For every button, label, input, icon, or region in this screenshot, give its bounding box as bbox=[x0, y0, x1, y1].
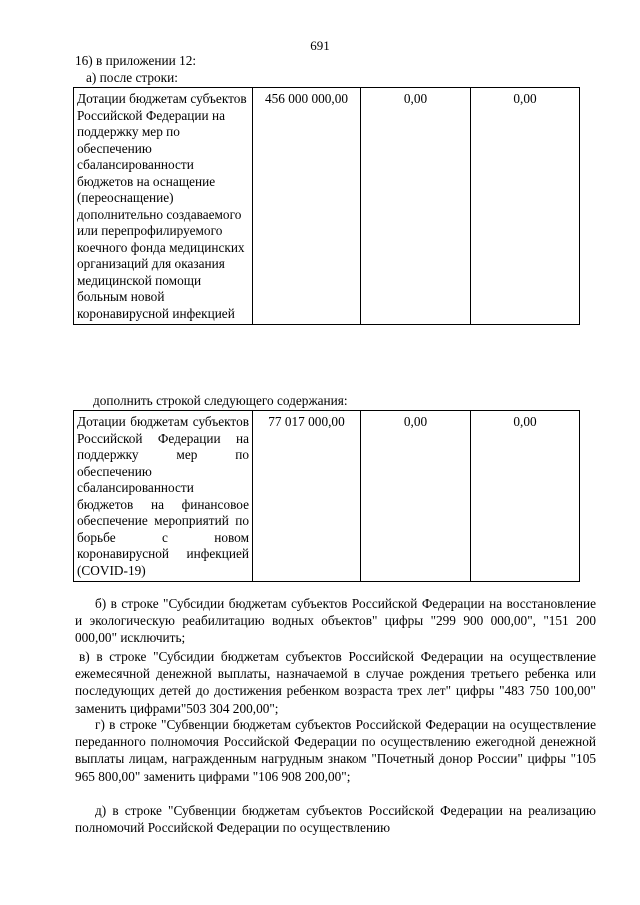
paragraph-b: б) в строке "Субсидии бюджетам субъектов Российской Федерации на восстановление и экологическую реабилитацию водных объектов" цифры "299 900 000,00", "151 200 000,00" исключить; bbox=[75, 596, 596, 646]
value-cell-1: 77 017 000,00 bbox=[253, 411, 361, 582]
table-new-row bbox=[73, 410, 580, 582]
table-row bbox=[74, 88, 580, 325]
row-name-cell bbox=[74, 411, 253, 582]
paragraph-v: в) в строке "Субсидии бюджетам субъектов Российской Федерации на осуществление ежемесячной денежной выплаты, назначаемой в случае рождения третьего ребенка или последующих детей до достижения ребенком возраста трех лет" цифры "483 750 100,00" заменить цифрами"503 304 200,00"; bbox=[75, 649, 596, 716]
table-old-row bbox=[73, 87, 580, 325]
paragraph-g: г) в строке "Субвенции бюджетам субъектов Российской Федерации на осуществление переданного полномочия Российской Федерации по осуществлению ежегодной денежной выплаты лицам, награжденным нагрудным знаком "Почетный донор России" цифры "105 965 800,00" заменить цифрами "106 908 200,00"; bbox=[75, 717, 596, 784]
add-line: дополнить строкой следующего содержания: bbox=[93, 393, 348, 408]
value-cell-3: 0,00 bbox=[471, 88, 580, 325]
value-cell-2: 0,00 bbox=[361, 411, 471, 582]
row-name-cell bbox=[74, 88, 253, 325]
sub-a-line: а) после строки: bbox=[86, 70, 178, 85]
value-cell-2: 0,00 bbox=[361, 88, 471, 325]
table-row bbox=[74, 411, 580, 582]
paragraph-d: д) в строке "Субвенции бюджетам субъектов Российской Федерации на реализацию полномочий Российской Федерации по осуществлению bbox=[75, 803, 596, 836]
value-cell-3: 0,00 bbox=[471, 411, 580, 582]
value-cell-1: 456 000 000,00 bbox=[253, 88, 361, 325]
page-number: 691 bbox=[310, 38, 330, 53]
row-name: Дотации бюджетам субъектов Российской Федерации на поддержку мер по обеспечению сбалансированности бюджетов на оснащение (переоснащение) дополнительно создаваемого или перепрофилируемого коечного фонда медицинских организаций для оказания медицинской помощи больным новой коронавирусной инфекцией bbox=[77, 91, 247, 321]
row-name: Дотации бюджетам субъектов Российской Федерации на поддержку мер по обеспечению сбалансированности бюджетов на финансовое обеспечение мероприятий по борьбе с новом коронавирусной инфекцией (COVID-19) bbox=[77, 414, 249, 578]
intro-line: 16) в приложении 12: bbox=[75, 53, 197, 68]
